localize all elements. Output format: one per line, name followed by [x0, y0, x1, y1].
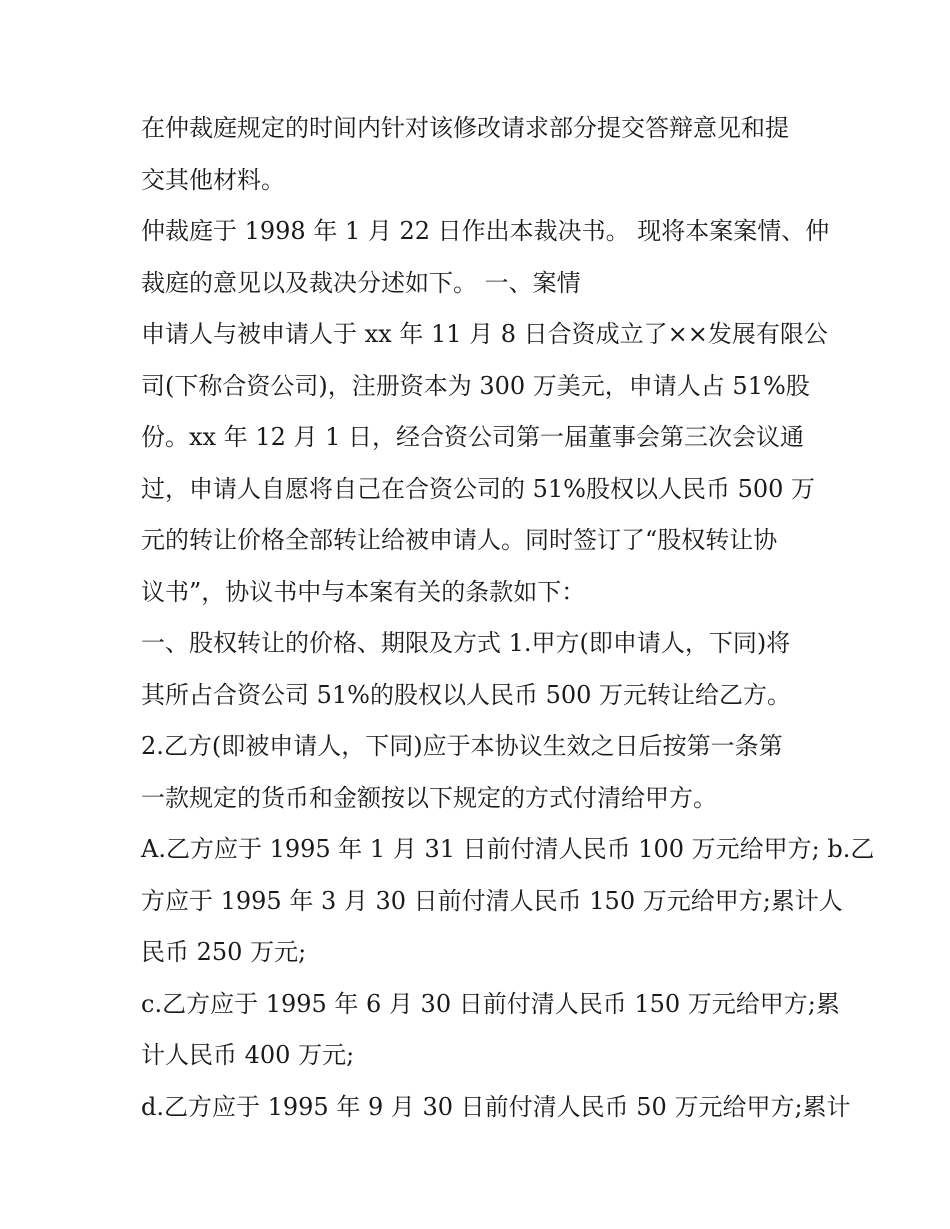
- text-line: 其所占合资公司 51%的股权以人民币 500 万元转让给乙方。: [141, 680, 792, 709]
- text-line: 计人民币 400 万元;: [141, 1041, 355, 1069]
- paragraph-award-date: [141, 206, 830, 309]
- document-body: [141, 103, 875, 1133]
- text-line: 份。xx 年 12 月 1 日，经合资公司第一届董事会第三次会议通: [141, 423, 805, 451]
- paragraph-payment-d: [141, 1082, 851, 1134]
- text-line: 裁庭的意见以及裁决分述如下。 一、案情: [141, 268, 581, 297]
- paragraph-payment-a-b: [141, 824, 875, 979]
- text-line: 方应于 1995 年 3 月 30 日前付清人民币 150 万元给甲方;累计人: [141, 886, 843, 915]
- paragraph-payment-c: [141, 979, 840, 1082]
- text-line: 过，申请人自愿将自己在合资公司的 51%股权以人民币 500 万: [141, 474, 816, 503]
- text-line: 在仲裁庭规定的时间内针对该修改请求部分提交答辩意见和提: [141, 114, 789, 142]
- paragraph-clause-one: [141, 618, 821, 721]
- text-line: c.乙方应于 1995 年 6 月 30 日前付清人民币 150 万元给甲方;累: [141, 989, 840, 1018]
- text-line: 民币 250 万元;: [141, 938, 307, 966]
- paragraph-defense-submission: [141, 103, 821, 206]
- text-line: d.乙方应于 1995 年 9 月 30 日前付清人民币 50 万元给甲方;累计: [141, 1092, 851, 1121]
- text-line: 一款规定的货币和金额按以下规定的方式付清给甲方。: [141, 783, 717, 812]
- text-line: 申请人与被申请人于 xx 年 11 月 8 日合资成立了××发展有限公: [141, 320, 828, 348]
- paragraph-clause-two: [141, 721, 821, 824]
- paragraph-case-facts: [141, 309, 828, 618]
- text-line: 元的转让价格全部转让给被申请人。同时签订了“股权转让协: [141, 526, 778, 554]
- text-line: 议书”，协议书中与本案有关的条款如下：: [141, 577, 586, 606]
- text-line: 司(下称合资公司)，注册资本为 300 万美元，申请人占 51%股: [141, 371, 810, 400]
- text-line: A.乙方应于 1995 年 1 月 31 日前付清人民币 100 万元给甲方; b.乙: [141, 835, 875, 863]
- text-line: 一、股权转让的价格、期限及方式 1.甲方(即申请人，下同)将: [141, 629, 791, 657]
- text-line: 交其他材料。: [141, 165, 285, 194]
- text-line: 2.乙方(即被申请人，下同)应于本协议生效之日后按第一条第: [141, 732, 783, 760]
- text-line: 仲裁庭于 1998 年 1 月 22 日作出本裁决书。 现将本案案情、仲: [141, 217, 830, 245]
